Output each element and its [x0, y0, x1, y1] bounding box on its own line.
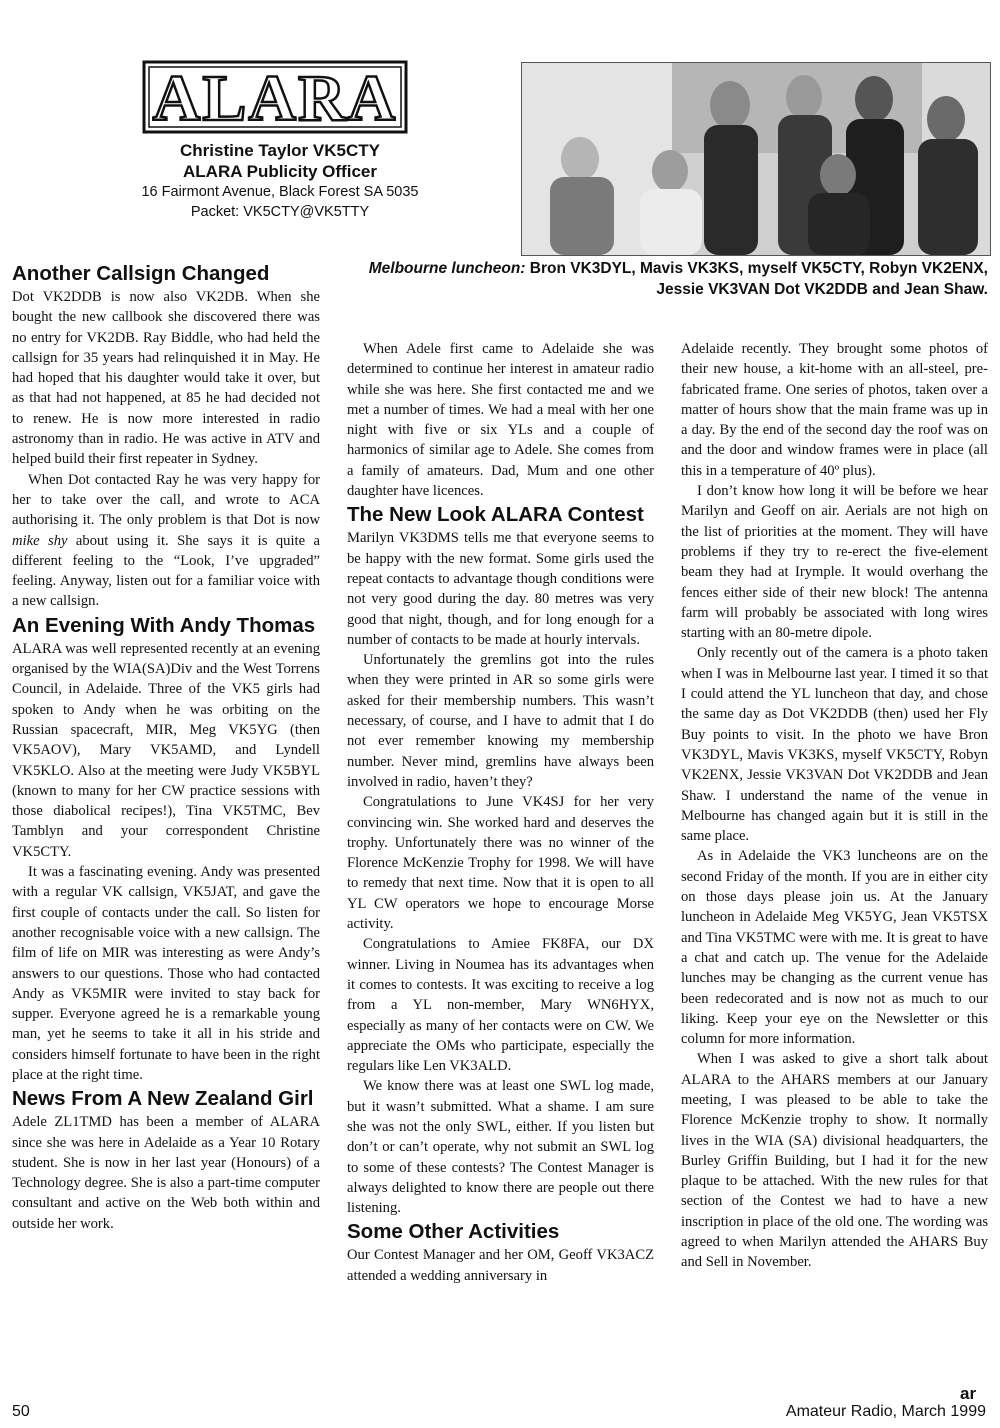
text-run: When Dot contacted Ray he was very happy for her to take over the call, and wrote to ACA authorising it. The only problem is that Dot is now	[12, 471, 320, 529]
heading-new-look-contest: The New Look ALARA Contest	[347, 503, 644, 527]
paragraph: Adelaide recently. They brought some photos of their new house, a kit-home with an all-steel, pre-fabricated frame. One series of photos, taken over a matter of hours show that the main frame was up in a day. By the end of the second day the roof was on and the door and window frames were in place (all this in a temperature of 40º plus).	[681, 341, 988, 479]
author-address: 16 Fairmont Avenue, Black Forest SA 5035	[141, 184, 419, 200]
caption-text: Bron VK3DYL, Mavis VK3KS, myself VK5CTY, Robyn VK2ENX, Jessie VK3VAN Dot VK2DDB and Jean Shaw.	[525, 260, 988, 298]
publication-footer: Amateur Radio, March 1999	[785, 1403, 986, 1420]
heading-evening-andy: An Evening With Andy Thomas	[12, 613, 316, 637]
paragraph: Unfortunately the gremlins got into the rules when they were printed in AR so some girls were asked for their membership numbers. This wasn’t necessary, of course, and I have to admit that I do not ever remember knowing my membership number. Never mind, gremlins have always been involved in radio, haven’t they?	[347, 652, 654, 790]
column-2	[347, 339, 654, 1286]
paragraph: Our Contest Manager and her OM, Geoff VK3ACZ attended a wedding anniversary in	[347, 1247, 654, 1284]
paragraph: It was a fascinating evening. Andy was presented with a regular VK callsign, VK5JAT, and gave the first couple of contacts under the call. So listen for another recognisable voice with a new callsign. The film of life on MIR was interesting as were Andy’s answers to our questions. Those who had contacted Andy as VK5MIR were invited to stay back for supper. Everyone agreed he is a remarkable young man, yet he seems to take it all in his stride and considers himself fortunate to have been in the right place at the right time.	[12, 864, 320, 1083]
column-1	[12, 262, 320, 1234]
group-photo	[521, 62, 991, 256]
paragraph: As in Adelaide the VK3 luncheons are on the second Friday of the month. If you are in either city on those days please join us. At the January luncheon in Adelaide Meg VK5YG, Jean VK5TSX and Tina VK5TMC were with me. It is great to have a chat and catch up. The venue for the Adelaide lunches may be changing as the current venue has been redecorated and is now not as much to our liking. Keep your eye on the Newsletter or this column for more information.	[681, 848, 988, 1048]
svg-text:ALARA: ALARA	[152, 62, 398, 135]
paragraph: ALARA was well represented recently at an evening organised by the WIA(SA)Div and the West Torrens Council, in Adelaide. Three of the VK5 girls had spoken to Andy when he was orbiting on the Russian spacecraft, MIR, Meg VK5YG (then VK5AOV), Mary VK5AMD, and Lyndell VK5KLO. Also at the meeting were Judy VK5BYL (known to many for her CW practice sessions with those diabolical recipes!), Tina VK5TMC, Bev Tamblyn and your correspondent Christine VK5CTY.	[12, 640, 320, 860]
paragraph: Only recently out of the camera is a photo taken when I was in Melbourne last year. I timed it so that I could attend the YL luncheon that day, and chose the same day as Dot VK2DDB (then) used her Fly Buy points to visit. In the photo we have Bron VK3DYL, Mavis VK3KS, myself VK5CTY, Robyn VK2ENX, Jessie VK3VAN Dot VK2DDB and Jean Shaw. I understand the name of the venue in Melbourne has changed again but it is still in the same place.	[681, 645, 988, 845]
paragraph: Adele ZL1TMD has been a member of ALARA since she was here in Adelaide as a Year 10 Rotary student. She is now in her last year (Honours) of a Technology degree. She is also a part-time computer consultant and active on the Web both within and outside her work.	[12, 1114, 320, 1232]
heading-new-zealand-girl: News From A New Zealand Girl	[12, 1087, 314, 1111]
paragraph	[12, 470, 320, 612]
paragraph: When Adele first came to Adelaide she was determined to continue her interest in amateur radio while she was here. She first contacted me and we met a number of times. We had a meal with her one night with five or six YLs and a couple of harmonics of similar age to Adele. She comes from a family of amateurs. Dad, Mum and one other daughter have licences.	[347, 341, 654, 500]
heading-another-callsign: Another Callsign Changed	[12, 262, 270, 285]
paragraph: Dot VK2DDB is now also VK2DB. When she bought the new callbook she discovered there was no entry for VK2DB. Ray Biddle, who had held the callsign for 35 years had relinquished it in May. He had hoped that his daughter would take it over, but as that had not happened, at 85 he had decided not to renew. He is now more interested in radio astronomy than in radio. He was active in ATV and helped build their first repeater in Sydney.	[12, 289, 320, 468]
paragraph: Marilyn VK3DMS tells me that everyone seems to be happy with the new format. Some girls used the repeat contacts to advantage though conditions were not very good during the day. 80 metres was very good that night, though, and for long enough for a number of contacts to be made at hourly intervals.	[347, 530, 654, 648]
paragraph: Congratulations to June VK4SJ for her very convincing win. She worked hard and deserves the trophy. Unfortunately there was no winner of the Florence McKenzie Trophy for 1998. We will have to remedy that next time. Now that it is open to all YL CW operators we hope to encourage Morse activity.	[347, 794, 654, 933]
paragraph: We know there was at least one SWL log made, but it wasn’t submitted. What a shame. I am sure she was not the only SWL, either. If you listen but don’t or can’t operate, why not submit an SWL log to some of these contests? The Contest Manager is always delighted to know there are people out there listening.	[347, 1078, 654, 1217]
heading-other-activities: Some Other Activities	[347, 1220, 560, 1244]
paragraph: When I was asked to give a short talk about ALARA to the AHARS members at our January meeting, I was pleased to be able to take the Florence McKenzie trophy to show. It normally lives in the WIA (SA) divisional headquarters, the Burley Griffin Building, but I had it for the new plaque to be attached. With the new rules for that section of the Contest we had to have a new inscription in place of the old one. The wording was agreed to when Marilyn attended the AHARS Buy and Sell in November.	[681, 1051, 988, 1271]
author-name: Christine Taylor VK5CTY	[180, 141, 380, 160]
photo-caption	[350, 258, 988, 300]
column-3	[681, 339, 988, 1273]
emphasis: mike shy	[12, 532, 68, 549]
byline	[110, 140, 450, 222]
author-packet: Packet: VK5CTY@VK5TTY	[190, 204, 370, 220]
caption-lead: Melbourne luncheon:	[368, 260, 526, 277]
end-mark: ar	[960, 1384, 977, 1403]
page-number: 50	[12, 1403, 30, 1420]
alara-logo	[140, 58, 410, 136]
text-run: about using it. She says it is quite a different feeling to the “Look, I’ve upgraded” feeling. Anyway, listen out for a familiar voice with a new callsign.	[12, 532, 320, 610]
paragraph: Congratulations to Amiee FK8FA, our DX winner. Living in Noumea has its advantages when it comes to contests. It was exciting to receive a log from a YL non-member, Mary WN6HYX, especially as many of her contacts were on CW. We appreciate the OMs who participate, especially the regulars like Len VK3ALD.	[347, 936, 654, 1075]
paragraph: I don’t know how long it will be before we hear Marilyn and Geoff on air. Aerials are not high on the list of priorities at the moment. They will have problems if they try to re-erect the five-element beam they had at Irymple. It would overhang the fences either side of their new block! The antenna farm will probably be associated with long wires starting with an 80-metre dipole.	[681, 483, 988, 642]
author-role: ALARA Publicity Officer	[183, 162, 377, 181]
